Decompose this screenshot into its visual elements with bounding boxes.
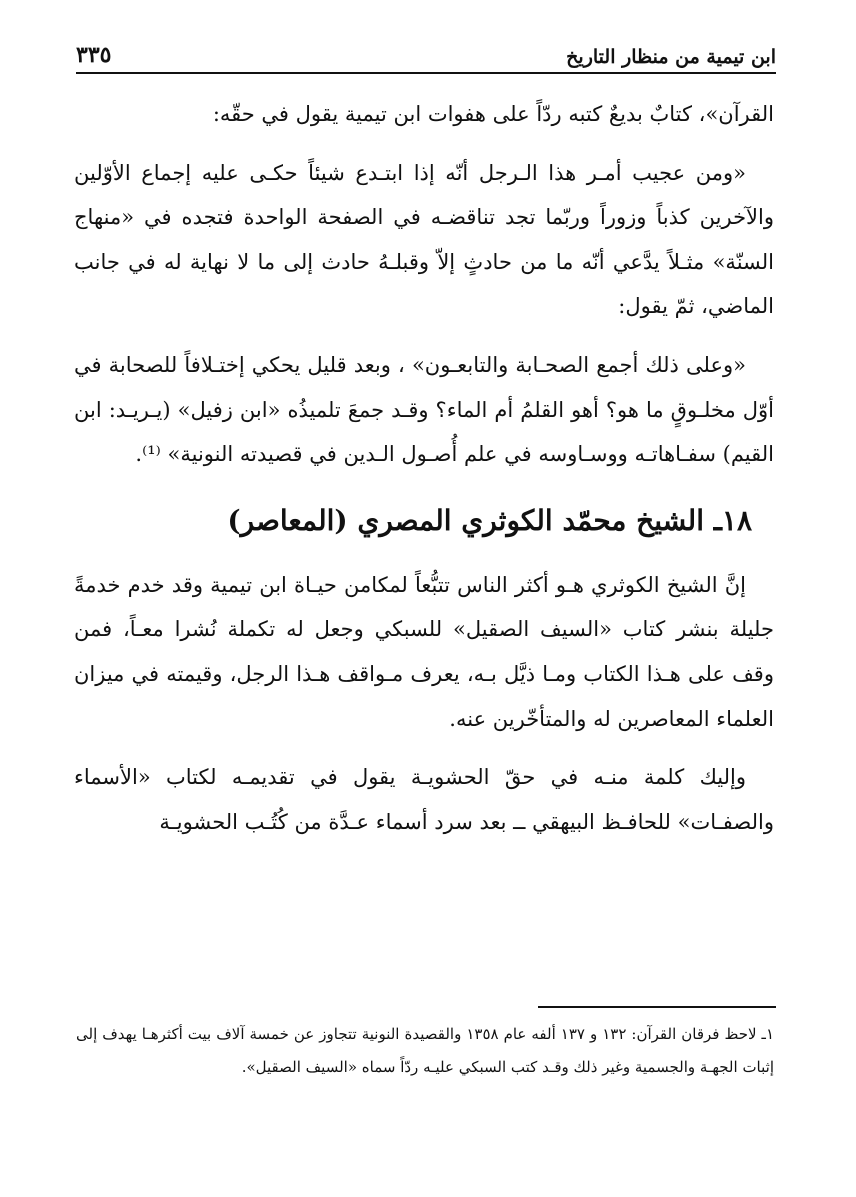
footnote: ١ـ لاحظ فرقان القرآن: ١٣٢ و ١٣٧ ألفه عام ١٣٥٨ والقصيدة النونية تتجاوز عن خمسة آلاف بيت أكثرهـا يهدف إلى إثبات الجهـة والجسمية وغير ذلك وقـد كتب السبكي عليـه ردّاً سماه «السيف الصقيل». [76,1025,775,1076]
running-title: ابن تيمية من منظار التاريخ [566,46,776,68]
page-header [76,32,776,74]
paragraph: «ومن عجيب أمـر هذا الـرجل أنّه إذا ابتـدع شيئاً حكـى عليه إجماع الأوّلين والآخرين كذباً وزوراً وربّما تجد تناقضـه في الصفحة الواحدة فتجده في «منهاج السنّة» مثـلاً يدَّعي أنّه ما من حادثٍ إلاّ وقبلـهُ حادث إلى ما لا نهاية له في جانب الماضي، ثمّ يقول: [74,160,774,319]
section-heading: ١٨ـ الشيخ محمّد الكوثري المصري (المعاصر) [227,503,752,537]
page-number: ٣٣٥ [76,42,112,68]
paragraph: القرآن»، كتابٌ بديعٌ كتبه ردّاً على هفوات ابن تيمية يقول في حقّه: [212,102,774,126]
paragraph: «وعلى ذلك أجمع الصحـابة والتابعـون» ، وبعد قليل يحكي إختـلافاً للصحابة في أوّل مخلـوقٍ ما هو؟ أهو القلمُ أم الماء؟ وقـد جمعَ تلميذُه «ابن زفيل» (يـريـد: ابن القيم) سفـاهاتـه ووسـاوسه في علم أُصـول الـدين في قصيدته النونية» ⁽¹⁾. [74,352,774,467]
footnotes [76,1018,774,1084]
paragraph: إنَّ الشيخ الكوثري هـو أكثر الناس تتبُّعاً لمكامن حيـاة ابن تيمية وقد خدم خدمةً جليلة بنشر كتاب «السيف الصقيل» للسبكي وجعل له تكملة نُشرا معـاً، فمن وقف على هـذا الكتاب ومـا ذيَّل بـه، يعرف مـواقف هـذا الرجل، وقيمته في ميزان العلماء المعاصرين له والمتأخّرين عنه. [74,572,774,731]
paragraph: وإليك كلمة منـه في حقّ الحشويـة يقول في تقديمـه لكتاب «الأسماء والصفـات» للحافـظ البيهقي ــ بعد سرد أسماء عـدَّة من كُتُـب الحشويـة [74,765,774,834]
main-text [74,92,774,858]
footnote-separator [538,1006,776,1008]
